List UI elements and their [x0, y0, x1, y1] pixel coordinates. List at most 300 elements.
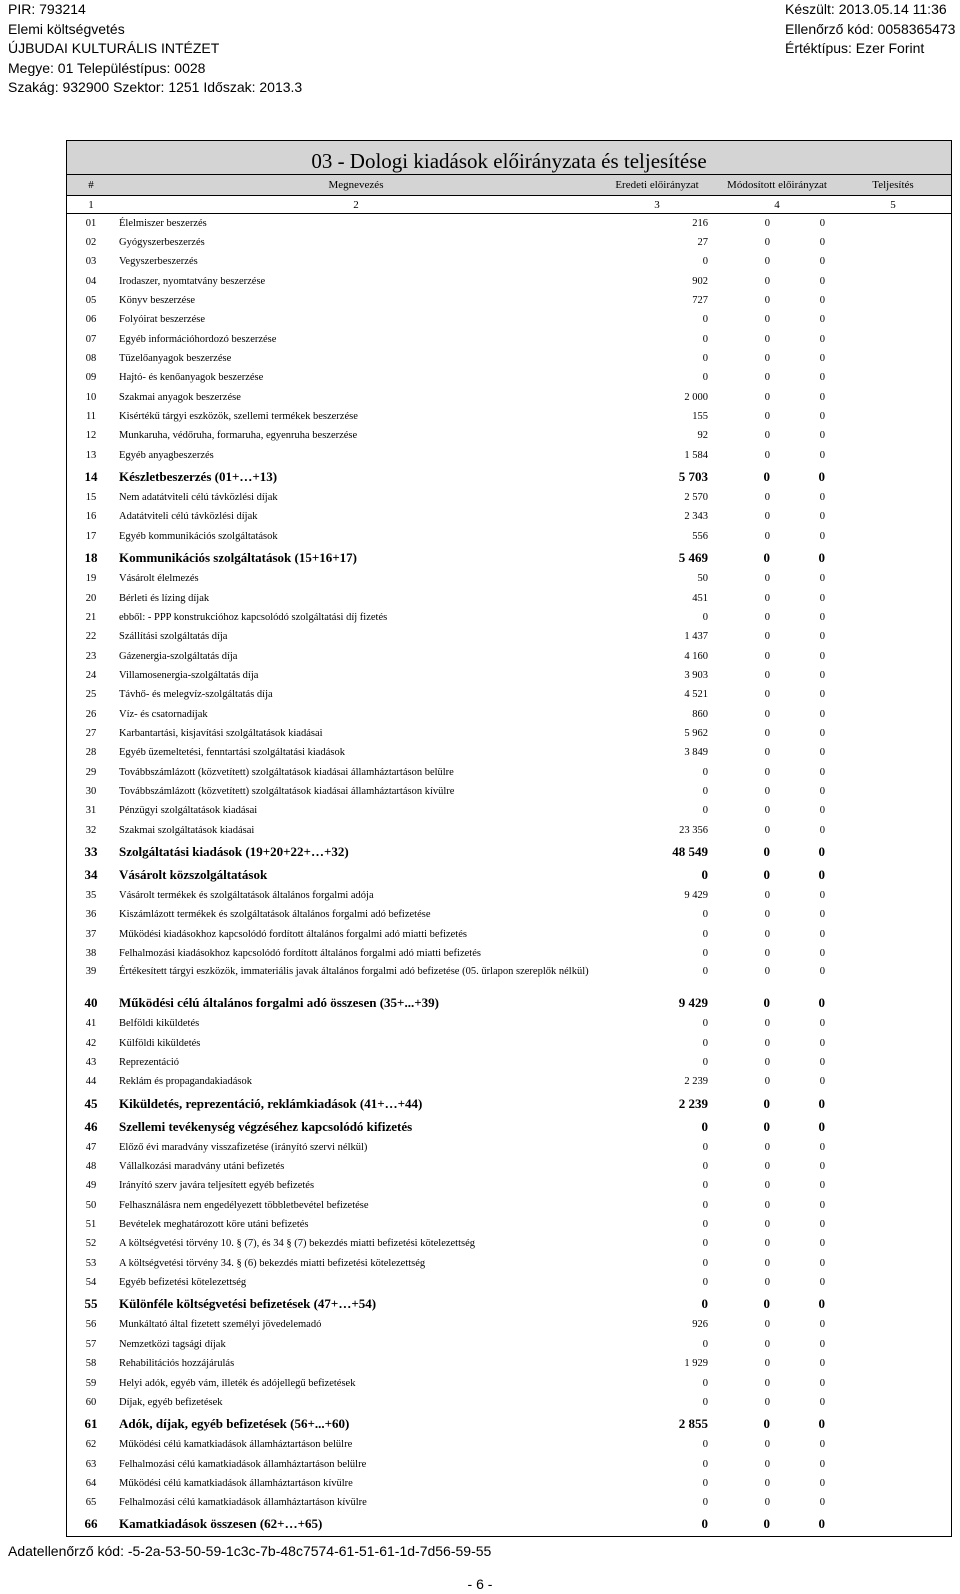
row-name: Adók, díjak, egyéb befizetések (56+...+60) — [119, 1416, 350, 1432]
row-actual-value: 0 — [818, 1516, 825, 1532]
row-index: 27 — [85, 727, 97, 739]
row-modified-value: 0 — [764, 909, 770, 921]
row-original-value: 0 — [702, 928, 708, 940]
row-actual-value: 0 — [819, 611, 825, 623]
table-row — [67, 628, 951, 647]
row-actual-value: 0 — [819, 1396, 825, 1408]
table-row — [67, 1177, 951, 1196]
row-modified-value: 0 — [764, 1277, 770, 1289]
row-original-value: 0 — [702, 1497, 708, 1509]
row-modified-value: 0 — [763, 1118, 770, 1134]
row-original-value: 9 429 — [684, 889, 708, 901]
row-original-value: 155 — [692, 411, 708, 423]
row-original-value: 5 962 — [684, 727, 708, 739]
row-index: 34 — [84, 866, 98, 882]
row-name: Szakmai szolgáltatások kiadásai — [119, 824, 255, 836]
row-name: Vásárolt termékek és szolgáltatások általános forgalmi adója — [119, 889, 374, 901]
row-modified-value: 0 — [763, 843, 770, 859]
row-actual-value: 0 — [819, 1018, 825, 1030]
row-modified-value: 0 — [764, 1439, 770, 1451]
table-row — [67, 311, 951, 330]
table-row — [67, 427, 951, 446]
row-name: Víz- és csatornadíjak — [119, 708, 208, 720]
table-row — [67, 705, 951, 724]
row-modified-value: 0 — [763, 866, 770, 882]
row-original-value: 1 584 — [684, 449, 708, 461]
row-name: Működési célú kamatkiadások államháztartáson belülre — [119, 1439, 353, 1451]
budget-type-line: Elemi költségvetés — [8, 20, 125, 37]
row-modified-value: 0 — [764, 727, 770, 739]
row-actual-value: 0 — [819, 824, 825, 836]
row-name: Gyógyszerbeszerzés — [119, 237, 205, 249]
row-original-value: 48 549 — [672, 843, 708, 859]
row-actual-value: 0 — [818, 995, 825, 1011]
row-actual-value: 0 — [819, 237, 825, 249]
column-header-row — [67, 175, 951, 196]
table-row — [67, 1455, 951, 1474]
table-row — [67, 647, 951, 666]
created-line: Készült: 2013.05.14 11:36 — [785, 1, 947, 17]
row-original-value: 4 160 — [684, 650, 708, 662]
row-index: 59 — [85, 1377, 97, 1389]
row-actual-value: 0 — [818, 1118, 825, 1134]
row-actual-value: 0 — [819, 1180, 825, 1192]
row-modified-value: 0 — [763, 1095, 770, 1111]
row-index: 21 — [85, 611, 97, 623]
row-original-value: 0 — [702, 766, 708, 778]
row-modified-value: 0 — [763, 550, 770, 565]
row-index: 06 — [85, 314, 97, 326]
row-index: 12 — [85, 430, 97, 442]
row-index: 38 — [85, 948, 97, 960]
row-name: Működési célú általános forgalmi adó összesen (35+...+39) — [119, 995, 439, 1011]
row-index: 41 — [85, 1018, 97, 1030]
row-original-value: 0 — [702, 611, 708, 623]
row-modified-value: 0 — [764, 766, 770, 778]
row-modified-value: 0 — [764, 1377, 770, 1389]
row-original-value: 860 — [692, 708, 708, 720]
table-row — [67, 840, 951, 863]
sector-line: Szakág: 932900 Szektor: 1251 Időszak: 2013.3 — [8, 79, 303, 95]
row-original-value: 0 — [702, 1180, 708, 1192]
row-original-value: 2 239 — [678, 1095, 708, 1111]
row-original-value: 27 — [697, 237, 708, 249]
row-modified-value: 0 — [764, 1338, 770, 1350]
row-index: 26 — [85, 708, 97, 720]
row-index: 50 — [85, 1199, 97, 1211]
table-row — [67, 1436, 951, 1455]
row-actual-value: 0 — [819, 1377, 825, 1389]
table-row — [67, 1215, 951, 1234]
table-row — [67, 992, 951, 1015]
row-actual-value: 0 — [819, 1238, 825, 1250]
row-actual-value: 0 — [818, 550, 825, 565]
row-original-value: 0 — [702, 1219, 708, 1231]
col-header-original: Eredeti előirányzat — [615, 179, 699, 191]
col-number-2: 2 — [353, 198, 359, 211]
row-modified-value: 0 — [764, 689, 770, 701]
row-name: Egyéb kommunikációs szolgáltatások — [119, 530, 278, 542]
row-original-value: 4 521 — [684, 689, 708, 701]
row-modified-value: 0 — [764, 573, 770, 585]
row-original-value: 0 — [702, 1057, 708, 1069]
row-actual-value: 0 — [819, 1358, 825, 1370]
row-name: Karbantartási, kisjavítási szolgáltatások kiadásai — [119, 727, 323, 739]
row-original-value: 556 — [692, 530, 708, 542]
row-modified-value: 0 — [764, 889, 770, 901]
row-modified-value: 0 — [764, 256, 770, 268]
row-index: 11 — [85, 411, 97, 423]
table-body — [67, 214, 951, 1536]
institution-name: ÚJBUDAI KULTURÁLIS INTÉZET — [8, 40, 220, 56]
row-modified-value: 0 — [764, 948, 770, 960]
row-actual-value: 0 — [819, 1277, 825, 1289]
pir-line: PIR: 793214 — [8, 1, 86, 17]
row-original-value: 0 — [702, 805, 708, 817]
row-index: 07 — [85, 333, 97, 345]
row-name: Szakmai anyagok beszerzése — [119, 391, 241, 403]
row-modified-value: 0 — [764, 631, 770, 643]
row-name: Könyv beszerzése — [119, 295, 196, 307]
row-actual-value: 0 — [818, 1296, 825, 1312]
row-original-value: 0 — [702, 353, 708, 365]
table-row — [67, 944, 951, 963]
row-modified-value: 0 — [764, 353, 770, 365]
row-name: Gázenergia-szolgáltatás díja — [119, 650, 238, 662]
table-row — [67, 608, 951, 627]
row-name: Távhő- és melegvíz-szolgáltatás díja — [119, 689, 273, 701]
row-name: Irányító szerv javára teljesített egyéb befizetés — [119, 1180, 315, 1192]
row-original-value: 0 — [702, 1477, 708, 1489]
row-modified-value: 0 — [764, 805, 770, 817]
row-index: 60 — [85, 1396, 97, 1408]
row-modified-value: 0 — [763, 995, 770, 1011]
row-index: 62 — [85, 1439, 97, 1451]
row-index: 23 — [85, 650, 97, 662]
table-row — [67, 724, 951, 743]
table-row — [67, 1092, 951, 1115]
table-row — [67, 1513, 951, 1536]
row-actual-value: 0 — [819, 1497, 825, 1509]
col-header-index: # — [88, 179, 94, 191]
row-modified-value: 0 — [764, 1219, 770, 1231]
row-actual-value: 0 — [819, 1338, 825, 1350]
row-name: Folyóirat beszerzése — [119, 314, 206, 326]
row-actual-value: 0 — [819, 573, 825, 585]
row-modified-value: 0 — [764, 1396, 770, 1408]
row-name: Felhalmozási célú kamatkiadások államháztartáson belülre — [119, 1458, 367, 1470]
row-actual-value: 0 — [819, 372, 825, 384]
row-actual-value: 0 — [819, 766, 825, 778]
row-index: 17 — [85, 530, 97, 542]
row-original-value: 50 — [697, 573, 708, 585]
row-index: 56 — [85, 1319, 97, 1331]
row-modified-value: 0 — [764, 492, 770, 504]
table-row — [67, 1393, 951, 1412]
row-modified-value: 0 — [764, 372, 770, 384]
row-original-value: 0 — [702, 909, 708, 921]
row-original-value: 1 929 — [684, 1358, 708, 1370]
row-index: 45 — [84, 1095, 98, 1111]
table-row — [67, 369, 951, 388]
row-name: Kiküldetés, reprezentáció, reklámkiadások (41+…+44) — [119, 1095, 423, 1111]
row-index: 49 — [85, 1180, 97, 1192]
table-row — [67, 407, 951, 426]
row-original-value: 0 — [702, 1199, 708, 1211]
row-modified-value: 0 — [764, 1180, 770, 1192]
table-row — [67, 1474, 951, 1493]
row-name: Különféle költségvetési befizetések (47+…+54) — [119, 1296, 377, 1312]
row-index: 13 — [85, 449, 97, 461]
row-name: Reklám és propagandakiadások — [119, 1076, 252, 1088]
row-index: 08 — [85, 353, 97, 365]
row-original-value: 0 — [702, 1396, 708, 1408]
row-original-value: 0 — [702, 1377, 708, 1389]
row-name: Készletbeszerzés (01+…+13) — [119, 468, 278, 484]
row-original-value: 451 — [692, 592, 708, 604]
table-row — [67, 1157, 951, 1176]
row-index: 58 — [85, 1358, 97, 1370]
data-check-code: Adatellenőrző kód: -5-2a-53-50-59-1c3c-7b-48c7574-61-51-61-1d-7d56-59-55 — [8, 1543, 492, 1559]
row-actual-value: 0 — [819, 1319, 825, 1331]
row-actual-value: 0 — [819, 217, 825, 229]
row-index: 10 — [85, 391, 97, 403]
row-index: 05 — [85, 295, 97, 307]
row-index: 52 — [85, 1238, 97, 1250]
table-row — [67, 1235, 951, 1254]
row-actual-value: 0 — [819, 965, 825, 977]
table-row — [67, 1138, 951, 1157]
row-index: 53 — [85, 1257, 97, 1269]
row-original-value: 0 — [702, 1439, 708, 1451]
row-index: 66 — [84, 1516, 98, 1532]
row-index: 32 — [85, 824, 97, 836]
row-name: Tüzelőanyagok beszerzése — [119, 353, 232, 365]
row-actual-value: 0 — [818, 468, 825, 484]
row-modified-value: 0 — [764, 1057, 770, 1069]
row-name: A költségvetési törvény 34. § (6) bekezdés miatti befizetési kötelezettség — [119, 1257, 426, 1269]
row-modified-value: 0 — [764, 217, 770, 229]
table-row — [67, 1115, 951, 1138]
row-original-value: 3 903 — [684, 669, 708, 681]
row-modified-value: 0 — [764, 1199, 770, 1211]
row-actual-value: 0 — [819, 256, 825, 268]
table-row — [67, 272, 951, 291]
row-original-value: 0 — [702, 1037, 708, 1049]
row-original-value: 0 — [702, 1161, 708, 1173]
row-name: Irodaszer, nyomtatvány beszerzése — [119, 275, 266, 287]
row-index: 47 — [85, 1141, 97, 1153]
value-type-line: Értéktípus: Ezer Forint — [785, 40, 925, 56]
col-number-5: 5 — [890, 198, 896, 211]
table-row — [67, 964, 951, 992]
table-row — [67, 782, 951, 801]
row-name: Egyéb befizetési kötelezettség — [119, 1277, 247, 1289]
row-index: 16 — [85, 511, 97, 523]
table-row — [67, 1053, 951, 1072]
row-modified-value: 0 — [764, 708, 770, 720]
row-original-value: 2 000 — [684, 391, 708, 403]
row-index: 01 — [85, 217, 97, 229]
table-row — [67, 1494, 951, 1513]
row-modified-value: 0 — [763, 468, 770, 484]
table-row — [67, 570, 951, 589]
row-name: Felhalmozási célú kamatkiadások államháztartáson kívülre — [119, 1497, 367, 1509]
row-original-value: 0 — [702, 314, 708, 326]
row-actual-value: 0 — [819, 1076, 825, 1088]
page-number: - 6 - — [467, 1576, 493, 1592]
row-actual-value: 0 — [819, 689, 825, 701]
row-name: Működési kiadásokhoz kapcsolódó fordított általános forgalmi adó miatti befizetés — [119, 928, 467, 940]
report-title: 03 - Dologi kiadások előirányzata és teljesítése — [67, 141, 951, 175]
row-actual-value: 0 — [819, 430, 825, 442]
row-modified-value: 0 — [764, 530, 770, 542]
row-original-value: 0 — [702, 256, 708, 268]
row-actual-value: 0 — [818, 843, 825, 859]
row-index: 31 — [85, 805, 97, 817]
row-actual-value: 0 — [819, 650, 825, 662]
table-row — [67, 291, 951, 310]
row-original-value: 0 — [701, 1296, 708, 1312]
row-actual-value: 0 — [819, 1199, 825, 1211]
row-original-value: 216 — [692, 217, 708, 229]
col-header-modified: Módosított előirányzat — [727, 179, 827, 191]
row-name: Vegyszerbeszerzés — [119, 256, 198, 268]
col-header-actual: Teljesítés — [872, 179, 914, 191]
row-name: ebből: - PPP konstrukcióhoz kapcsolódó szolgáltatási díj fizetés — [119, 611, 388, 623]
table-row — [67, 802, 951, 821]
row-actual-value: 0 — [819, 295, 825, 307]
row-name: Felhasználásra nem engedélyezett többletbevétel befizetése — [119, 1199, 369, 1211]
row-original-value: 902 — [692, 275, 708, 287]
row-modified-value: 0 — [764, 1141, 770, 1153]
row-modified-value: 0 — [764, 1076, 770, 1088]
row-actual-value: 0 — [819, 727, 825, 739]
row-actual-value: 0 — [819, 785, 825, 797]
row-actual-value: 0 — [819, 275, 825, 287]
table-row — [67, 508, 951, 527]
row-name: Előző évi maradvány visszafizetése (irányító szervi nélkül) — [119, 1141, 368, 1153]
row-modified-value: 0 — [764, 314, 770, 326]
row-index: 24 — [85, 669, 97, 681]
row-name: Rehabilitációs hozzájárulás — [119, 1358, 235, 1370]
table-row — [67, 527, 951, 546]
row-name: Értékesített tárgyi eszközök, immateriális javak általános forgalmi adó befizetése (05. űrlapon szereplők nélkül) — [119, 965, 589, 977]
row-modified-value: 0 — [764, 1477, 770, 1489]
row-name: Vállalkozási maradvány utáni befizetés — [119, 1161, 285, 1173]
row-index: 43 — [85, 1057, 97, 1069]
row-actual-value: 0 — [819, 1439, 825, 1451]
row-modified-value: 0 — [764, 295, 770, 307]
row-index: 44 — [85, 1076, 97, 1088]
row-modified-value: 0 — [764, 1257, 770, 1269]
row-actual-value: 0 — [818, 1095, 825, 1111]
column-number-row — [67, 196, 951, 214]
row-actual-value: 0 — [819, 353, 825, 365]
row-original-value: 0 — [702, 1458, 708, 1470]
row-index: 30 — [85, 785, 97, 797]
table-row — [67, 744, 951, 763]
row-actual-value: 0 — [819, 1458, 825, 1470]
row-actual-value: 0 — [819, 631, 825, 643]
row-name: Villamosenergia-szolgáltatás díja — [119, 669, 259, 681]
row-name: Egyéb anyagbeszerzés — [119, 449, 214, 461]
check-code-line: Ellenőrző kód: 0058365473 — [785, 20, 956, 37]
row-index: 15 — [85, 492, 97, 504]
row-modified-value: 0 — [764, 511, 770, 523]
row-actual-value: 0 — [819, 1477, 825, 1489]
table-row — [67, 488, 951, 507]
row-original-value: 2 855 — [678, 1416, 708, 1432]
row-modified-value: 0 — [764, 391, 770, 403]
row-actual-value: 0 — [819, 1257, 825, 1269]
row-modified-value: 0 — [764, 747, 770, 759]
row-modified-value: 0 — [764, 650, 770, 662]
row-name: Helyi adók, egyéb vám, illeték és adójellegű befizetések — [119, 1377, 356, 1389]
row-name: Kiszámlázott termékek és szolgáltatások általános forgalmi adó befizetése — [119, 909, 431, 921]
col-number-3: 3 — [654, 198, 660, 211]
table-row — [67, 214, 951, 233]
row-index: 28 — [85, 747, 97, 759]
row-actual-value: 0 — [819, 805, 825, 817]
table-row — [67, 1374, 951, 1393]
table-row — [67, 330, 951, 349]
table-row — [67, 1355, 951, 1374]
header-right — [785, 0, 955, 59]
row-original-value: 2 239 — [684, 1076, 708, 1088]
table-row — [67, 666, 951, 685]
row-index: 03 — [85, 256, 97, 268]
table-row — [67, 589, 951, 608]
row-name: Munkaruha, védőruha, formaruha, egyenruha beszerzése — [119, 430, 358, 442]
table-row — [67, 1254, 951, 1273]
row-original-value: 0 — [702, 1238, 708, 1250]
row-original-value: 2 343 — [684, 511, 708, 523]
header-left — [8, 0, 302, 98]
row-name: Kisértékű tárgyi eszközök, szellemi termékek beszerzése — [119, 411, 358, 423]
table-row — [67, 446, 951, 465]
row-name: Nemzetközi tagsági díjak — [119, 1338, 226, 1350]
row-index: 37 — [85, 928, 97, 940]
row-original-value: 0 — [702, 1277, 708, 1289]
table-row — [67, 763, 951, 782]
row-modified-value: 0 — [764, 237, 770, 249]
row-actual-value: 0 — [819, 1037, 825, 1049]
table-row — [67, 1273, 951, 1292]
row-actual-value: 0 — [819, 314, 825, 326]
row-index: 39 — [85, 965, 97, 977]
row-name: Szolgáltatási kiadások (19+20+22+…+32) — [119, 843, 349, 859]
row-modified-value: 0 — [764, 430, 770, 442]
row-modified-value: 0 — [764, 669, 770, 681]
table-row — [67, 465, 951, 488]
row-original-value: 0 — [702, 785, 708, 797]
row-original-value: 0 — [702, 948, 708, 960]
row-actual-value: 0 — [819, 391, 825, 403]
row-name: Munkáltató által fizetett személyi jövedelemadó — [119, 1319, 322, 1331]
row-index: 36 — [85, 909, 97, 921]
row-name: Szellemi tevékenység végzéséhez kapcsolódó kifizetés — [119, 1118, 413, 1134]
row-index: 64 — [85, 1477, 97, 1489]
row-modified-value: 0 — [764, 449, 770, 461]
row-modified-value: 0 — [763, 1296, 770, 1312]
row-index: 22 — [85, 631, 97, 643]
row-index: 57 — [85, 1338, 97, 1350]
row-modified-value: 0 — [764, 592, 770, 604]
table-row — [67, 349, 951, 368]
row-name: Pénzügyi szolgáltatások kiadásai — [119, 805, 258, 817]
table-row — [67, 863, 951, 886]
